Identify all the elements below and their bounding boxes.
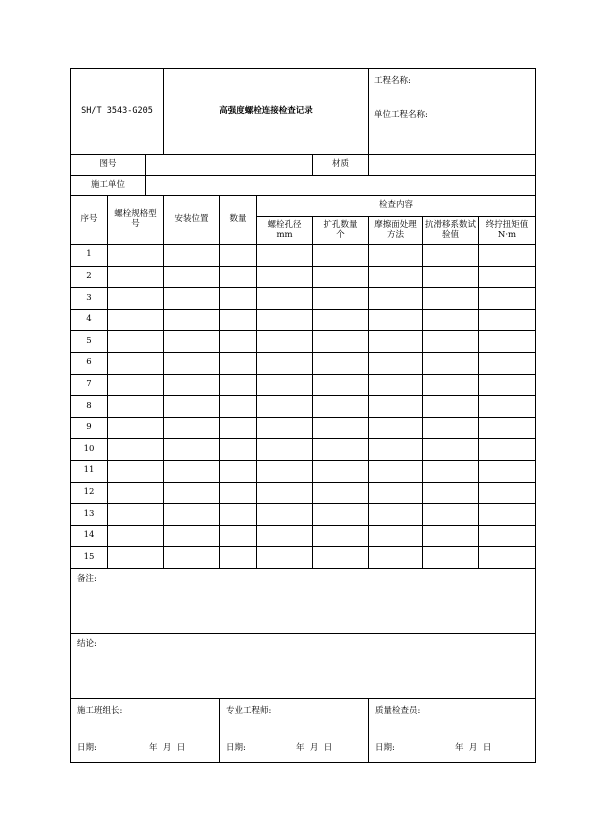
- cell-friction[interactable]: [369, 245, 423, 267]
- leader-label: 施工班组长:: [77, 705, 123, 716]
- cell-qty[interactable]: [220, 547, 257, 569]
- remarks-label: 备注:: [77, 573, 97, 584]
- col-location: 安装位置: [164, 196, 220, 245]
- cell-torque[interactable]: [479, 352, 536, 374]
- cell-slip[interactable]: [423, 482, 479, 504]
- row-number: 5: [71, 331, 108, 353]
- cell-torque[interactable]: [479, 482, 536, 504]
- cell-hole[interactable]: [257, 396, 313, 418]
- cell-torque[interactable]: [479, 504, 536, 526]
- inspector-label: 质量检查员:: [375, 705, 421, 716]
- cell-spec[interactable]: [108, 396, 164, 418]
- project-name-label: 工程名称:: [374, 76, 411, 86]
- cell-torque[interactable]: [479, 396, 536, 418]
- cell-ream[interactable]: [313, 288, 369, 310]
- material-value[interactable]: [369, 155, 536, 176]
- cell-ream[interactable]: [313, 245, 369, 267]
- cell-hole[interactable]: [257, 352, 313, 374]
- cell-torque[interactable]: [479, 547, 536, 569]
- cell-qty[interactable]: [220, 460, 257, 482]
- sub-torque-label: 终拧扭矩值: [485, 219, 529, 230]
- remarks-row: [71, 568, 536, 633]
- table-row: [71, 309, 536, 331]
- drawing-row: [71, 155, 536, 176]
- col-spec: [108, 196, 164, 245]
- cell-slip[interactable]: [423, 504, 479, 526]
- row-number: 3: [71, 288, 108, 310]
- cell-location[interactable]: [164, 331, 220, 353]
- cell-spec[interactable]: [108, 547, 164, 569]
- table-row: [71, 331, 536, 353]
- row-number: 9: [71, 417, 108, 439]
- cell-torque[interactable]: [479, 266, 536, 288]
- cell-spec[interactable]: [108, 374, 164, 396]
- row-number: 13: [71, 504, 108, 526]
- engineer-date-label: 日期:: [226, 743, 246, 754]
- cell-friction[interactable]: [369, 504, 423, 526]
- cell-torque[interactable]: [479, 525, 536, 547]
- cell-location[interactable]: [164, 352, 220, 374]
- cell-ream[interactable]: [313, 482, 369, 504]
- row-number: 1: [71, 245, 108, 267]
- cell-qty[interactable]: [220, 439, 257, 461]
- sub-ream: [313, 217, 369, 245]
- cell-slip[interactable]: [423, 331, 479, 353]
- cell-slip[interactable]: [423, 309, 479, 331]
- cell-spec[interactable]: [108, 482, 164, 504]
- cell-torque[interactable]: [479, 460, 536, 482]
- cell-location[interactable]: [164, 396, 220, 418]
- cell-qty[interactable]: [220, 417, 257, 439]
- cell-friction[interactable]: [369, 266, 423, 288]
- cell-friction[interactable]: [369, 331, 423, 353]
- cell-ream[interactable]: [313, 396, 369, 418]
- engineer-signature-cell[interactable]: [220, 698, 369, 762]
- cell-spec[interactable]: [108, 525, 164, 547]
- cell-friction[interactable]: [369, 547, 423, 569]
- construction-unit-row: [71, 176, 536, 196]
- table-row: [71, 266, 536, 288]
- cell-spec[interactable]: [108, 288, 164, 310]
- cell-torque[interactable]: [479, 417, 536, 439]
- cell-friction[interactable]: [369, 482, 423, 504]
- cell-friction[interactable]: [369, 396, 423, 418]
- column-header-row-1: [71, 196, 536, 217]
- cell-slip[interactable]: [423, 525, 479, 547]
- cell-hole[interactable]: [257, 504, 313, 526]
- project-info-cell: [369, 69, 536, 155]
- table-row: [71, 482, 536, 504]
- material-label: 材质: [313, 155, 369, 176]
- sub-ream-unit: 个: [336, 229, 345, 240]
- col-seq: 序号: [71, 196, 108, 245]
- cell-torque[interactable]: [479, 309, 536, 331]
- col-spec-label: 螺栓规格型号: [114, 209, 157, 229]
- cell-spec[interactable]: [108, 417, 164, 439]
- cell-spec[interactable]: [108, 309, 164, 331]
- cell-location[interactable]: [164, 309, 220, 331]
- check-content-group: 检查内容: [257, 196, 536, 217]
- form-title: 高强度螺栓连接检查记录: [164, 69, 369, 155]
- cell-qty[interactable]: [220, 525, 257, 547]
- cell-ream[interactable]: [313, 266, 369, 288]
- cell-slip[interactable]: [423, 352, 479, 374]
- drawing-no-label: 图号: [71, 155, 146, 176]
- cell-friction[interactable]: [369, 439, 423, 461]
- cell-hole[interactable]: [257, 460, 313, 482]
- sub-hole-unit: mm: [276, 229, 293, 240]
- sub-hole: [257, 217, 313, 245]
- cell-torque[interactable]: [479, 245, 536, 267]
- cell-spec[interactable]: [108, 439, 164, 461]
- row-number: 10: [71, 439, 108, 461]
- sub-friction-label: 摩擦面处理方法: [374, 219, 417, 240]
- cell-location[interactable]: [164, 245, 220, 267]
- cell-friction[interactable]: [369, 352, 423, 374]
- cell-hole[interactable]: [257, 439, 313, 461]
- cell-ream[interactable]: [313, 460, 369, 482]
- drawing-no-value[interactable]: [146, 155, 313, 176]
- sub-slip: [423, 217, 479, 245]
- cell-location[interactable]: [164, 504, 220, 526]
- header-row: [71, 69, 536, 155]
- cell-hole[interactable]: [257, 245, 313, 267]
- cell-slip[interactable]: [423, 460, 479, 482]
- sub-friction: [369, 217, 423, 245]
- conclusion-cell[interactable]: [71, 633, 536, 698]
- table-row: [71, 547, 536, 569]
- cell-qty[interactable]: [220, 266, 257, 288]
- table-row: [71, 288, 536, 310]
- form-code: SH/T 3543-G205: [71, 69, 164, 155]
- sub-hole-label: 螺栓孔径: [267, 219, 302, 230]
- sub-torque-unit: N·m: [497, 229, 517, 240]
- cell-ream[interactable]: [313, 309, 369, 331]
- inspection-record-form: [70, 68, 535, 766]
- cell-qty[interactable]: [220, 245, 257, 267]
- cell-location[interactable]: [164, 525, 220, 547]
- cell-friction[interactable]: [369, 288, 423, 310]
- cell-ream[interactable]: [313, 439, 369, 461]
- cell-spec[interactable]: [108, 460, 164, 482]
- cell-hole[interactable]: [257, 482, 313, 504]
- table-row: [71, 352, 536, 374]
- cell-qty[interactable]: [220, 396, 257, 418]
- cell-location[interactable]: [164, 460, 220, 482]
- cell-ream[interactable]: [313, 417, 369, 439]
- row-number: 8: [71, 396, 108, 418]
- cell-slip[interactable]: [423, 439, 479, 461]
- cell-spec[interactable]: [108, 245, 164, 267]
- row-number: 11: [71, 460, 108, 482]
- cell-location[interactable]: [164, 417, 220, 439]
- form-table: [70, 68, 536, 763]
- cell-slip[interactable]: [423, 396, 479, 418]
- row-number: 12: [71, 482, 108, 504]
- cell-slip[interactable]: [423, 374, 479, 396]
- cell-hole[interactable]: [257, 309, 313, 331]
- leader-date-ymd: 年 月 日: [149, 743, 186, 754]
- cell-torque[interactable]: [479, 374, 536, 396]
- construction-unit-value[interactable]: [146, 176, 536, 196]
- cell-hole[interactable]: [257, 525, 313, 547]
- construction-unit-label: 施工单位: [71, 176, 146, 196]
- cell-slip[interactable]: [423, 245, 479, 267]
- row-number: 15: [71, 547, 108, 569]
- cell-torque[interactable]: [479, 439, 536, 461]
- cell-ream[interactable]: [313, 504, 369, 526]
- cell-qty[interactable]: [220, 374, 257, 396]
- sub-torque: [479, 217, 536, 245]
- cell-location[interactable]: [164, 288, 220, 310]
- table-row: [71, 460, 536, 482]
- cell-friction[interactable]: [369, 525, 423, 547]
- table-row: [71, 525, 536, 547]
- remarks-cell[interactable]: [71, 568, 536, 633]
- engineer-label: 专业工程师:: [226, 705, 272, 716]
- cell-friction[interactable]: [369, 374, 423, 396]
- cell-spec[interactable]: [108, 504, 164, 526]
- inspector-date-label: 日期:: [375, 743, 395, 754]
- cell-location[interactable]: [164, 547, 220, 569]
- row-number: 6: [71, 352, 108, 374]
- leader-signature-cell[interactable]: [71, 698, 220, 762]
- cell-slip[interactable]: [423, 266, 479, 288]
- inspector-date-ymd: 年 月 日: [455, 743, 492, 754]
- table-row: [71, 374, 536, 396]
- sub-ream-label: 扩孔数量: [323, 219, 358, 230]
- cell-slip[interactable]: [423, 288, 479, 310]
- cell-spec[interactable]: [108, 352, 164, 374]
- row-number: 2: [71, 266, 108, 288]
- table-row: [71, 245, 536, 267]
- cell-ream[interactable]: [313, 374, 369, 396]
- cell-hole[interactable]: [257, 417, 313, 439]
- table-row: [71, 504, 536, 526]
- cell-qty[interactable]: [220, 288, 257, 310]
- cell-friction[interactable]: [369, 460, 423, 482]
- table-row: [71, 396, 536, 418]
- conclusion-label: 结论:: [77, 638, 97, 649]
- cell-location[interactable]: [164, 482, 220, 504]
- table-row: [71, 417, 536, 439]
- cell-location[interactable]: [164, 374, 220, 396]
- cell-location[interactable]: [164, 266, 220, 288]
- cell-hole[interactable]: [257, 288, 313, 310]
- engineer-date-ymd: 年 月 日: [296, 743, 333, 754]
- cell-ream[interactable]: [313, 352, 369, 374]
- cell-spec[interactable]: [108, 266, 164, 288]
- cell-qty[interactable]: [220, 331, 257, 353]
- inspector-signature-cell[interactable]: [369, 698, 536, 762]
- cell-torque[interactable]: [479, 331, 536, 353]
- cell-qty[interactable]: [220, 504, 257, 526]
- cell-torque[interactable]: [479, 288, 536, 310]
- signature-row: [71, 698, 536, 762]
- cell-qty[interactable]: [220, 309, 257, 331]
- cell-hole[interactable]: [257, 266, 313, 288]
- sub-slip-label: 抗滑移系数试验值: [425, 219, 477, 240]
- conclusion-row: [71, 633, 536, 698]
- cell-hole[interactable]: [257, 547, 313, 569]
- cell-friction[interactable]: [369, 309, 423, 331]
- row-number: 14: [71, 525, 108, 547]
- cell-ream[interactable]: [313, 547, 369, 569]
- cell-qty[interactable]: [220, 482, 257, 504]
- row-number: 4: [71, 309, 108, 331]
- cell-slip[interactable]: [423, 417, 479, 439]
- cell-slip[interactable]: [423, 547, 479, 569]
- unit-project-label: 单位工程名称:: [374, 110, 428, 120]
- leader-date-label: 日期:: [77, 743, 97, 754]
- cell-hole[interactable]: [257, 374, 313, 396]
- table-row: [71, 439, 536, 461]
- cell-hole[interactable]: [257, 331, 313, 353]
- cell-location[interactable]: [164, 439, 220, 461]
- cell-friction[interactable]: [369, 417, 423, 439]
- cell-qty[interactable]: [220, 352, 257, 374]
- cell-ream[interactable]: [313, 525, 369, 547]
- col-qty: 数量: [220, 196, 257, 245]
- cell-spec[interactable]: [108, 331, 164, 353]
- row-number: 7: [71, 374, 108, 396]
- cell-ream[interactable]: [313, 331, 369, 353]
